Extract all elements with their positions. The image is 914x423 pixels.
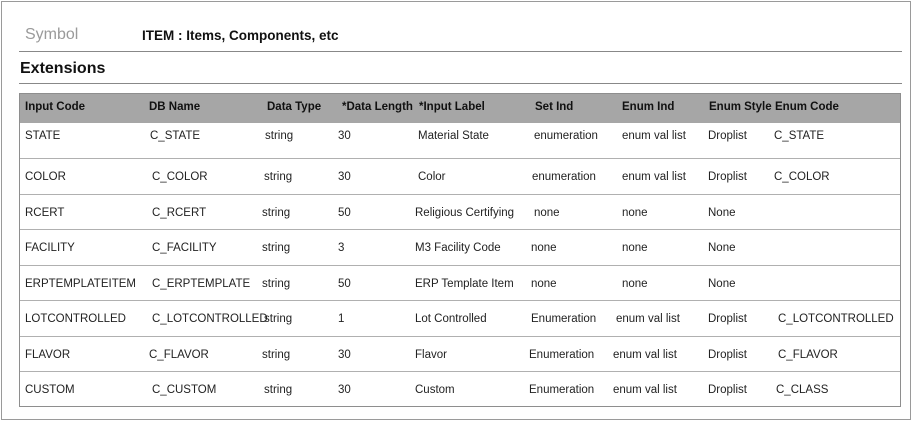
header-data-length: *Data Length <box>342 101 413 113</box>
cell-input-code: ERPTEMPLATEITEM <box>25 278 136 290</box>
section-title: Extensions <box>20 60 106 77</box>
cell-db-name: C_LOTCONTROLLED <box>152 313 268 325</box>
cell-data-length: 30 <box>338 349 351 361</box>
table-header <box>20 94 900 123</box>
cell-data-type: string <box>262 349 291 361</box>
cell-data-type: string <box>264 313 293 325</box>
header-db-name: DB Name <box>149 101 201 113</box>
cell-db-name: C_RCERT <box>152 207 207 219</box>
table-row <box>20 230 900 266</box>
symbol-label: Symbol <box>25 26 79 43</box>
cell-enum-code: C_COLOR <box>774 171 830 183</box>
cell-data-type: string <box>264 171 293 183</box>
table-row <box>20 266 900 301</box>
cell-set-ind: Enumeration <box>531 313 597 325</box>
cell-data-type: string <box>262 242 291 254</box>
cell-data-type: string <box>264 384 293 396</box>
cell-enum-ind: enum val list <box>622 130 686 142</box>
cell-data-type: string <box>262 278 291 290</box>
cell-input-label: M3 Facility Code <box>415 242 501 254</box>
cell-enum-code: C_LOTCONTROLLED <box>778 313 894 325</box>
divider <box>19 51 902 52</box>
extensions-table <box>19 93 901 407</box>
header-data-type: Data Type <box>267 101 322 113</box>
cell-db-name: C_COLOR <box>152 171 208 183</box>
cell-enum-style: None <box>708 278 736 290</box>
cell-data-type: string <box>262 207 291 219</box>
cell-db-name: C_CUSTOM <box>152 384 217 396</box>
cell-enum-style: Droplist <box>708 384 747 396</box>
header-input-code: Input Code <box>25 101 86 113</box>
table-row <box>20 372 900 406</box>
cell-db-name: C_FACILITY <box>152 242 217 254</box>
cell-enum-ind: enum val list <box>613 349 677 361</box>
cell-enum-style: None <box>708 207 736 219</box>
table-row <box>20 123 900 159</box>
cell-enum-ind: enum val list <box>613 384 677 396</box>
cell-set-ind: Enumeration <box>529 384 595 396</box>
cell-enum-style: Droplist <box>708 349 747 361</box>
cell-input-code: FLAVOR <box>25 349 71 361</box>
cell-input-label: ERP Template Item <box>415 278 514 290</box>
cell-data-length: 30 <box>338 384 351 396</box>
table-row <box>20 337 900 372</box>
cell-enum-code: C_CLASS <box>776 384 829 396</box>
cell-enum-style: Droplist <box>708 130 747 142</box>
cell-data-length: 50 <box>338 278 351 290</box>
cell-input-label: Flavor <box>415 349 447 361</box>
cell-input-code: RCERT <box>25 207 65 219</box>
cell-set-ind: none <box>534 207 560 219</box>
cell-input-code: FACILITY <box>25 242 75 254</box>
cell-input-label: Religious Certifying <box>415 207 515 219</box>
cell-enum-style: None <box>708 242 736 254</box>
table-row <box>20 195 900 230</box>
cell-set-ind: enumeration <box>532 171 596 183</box>
cell-input-code: CUSTOM <box>25 384 75 396</box>
cell-data-length: 1 <box>338 313 345 325</box>
cell-data-length: 30 <box>338 130 351 142</box>
cell-enum-code: C_FLAVOR <box>778 349 838 361</box>
cell-input-label: Material State <box>418 130 489 142</box>
symbol-value: ITEM : Items, Components, etc <box>142 28 339 43</box>
cell-data-length: 30 <box>338 171 351 183</box>
cell-set-ind: Enumeration <box>529 349 595 361</box>
cell-db-name: C_STATE <box>150 130 201 142</box>
cell-input-code: COLOR <box>25 171 66 183</box>
cell-set-ind: none <box>531 242 557 254</box>
cell-input-code: STATE <box>25 130 61 142</box>
cell-enum-ind: none <box>622 278 648 290</box>
cell-enum-code: C_STATE <box>774 130 825 142</box>
cell-enum-ind: enum val list <box>622 171 686 183</box>
cell-set-ind: none <box>531 278 557 290</box>
header-enum-code: Enum Code <box>775 101 839 113</box>
divider <box>19 83 902 84</box>
cell-data-type: string <box>265 130 294 142</box>
table-row <box>20 301 900 337</box>
cell-data-length: 50 <box>338 207 351 219</box>
header-enum-ind: Enum Ind <box>622 101 675 113</box>
cell-enum-ind: none <box>622 207 648 219</box>
header-set-ind: Set Ind <box>535 101 574 113</box>
cell-enum-ind: none <box>622 242 648 254</box>
cell-input-label: Color <box>418 171 446 183</box>
cell-input-code: LOTCONTROLLED <box>25 313 126 325</box>
cell-set-ind: enumeration <box>534 130 598 142</box>
header-input-label: *Input Label <box>419 101 485 113</box>
cell-input-label: Lot Controlled <box>415 313 487 325</box>
cell-enum-style: Droplist <box>708 313 747 325</box>
table-row <box>20 159 900 195</box>
cell-enum-style: Droplist <box>708 171 747 183</box>
cell-input-label: Custom <box>415 384 455 396</box>
cell-data-length: 3 <box>338 242 345 254</box>
cell-enum-ind: enum val list <box>616 313 680 325</box>
cell-db-name: C_FLAVOR <box>149 349 209 361</box>
cell-db-name: C_ERPTEMPLATE <box>152 278 251 290</box>
header-enum-style: Enum Style <box>709 101 772 113</box>
